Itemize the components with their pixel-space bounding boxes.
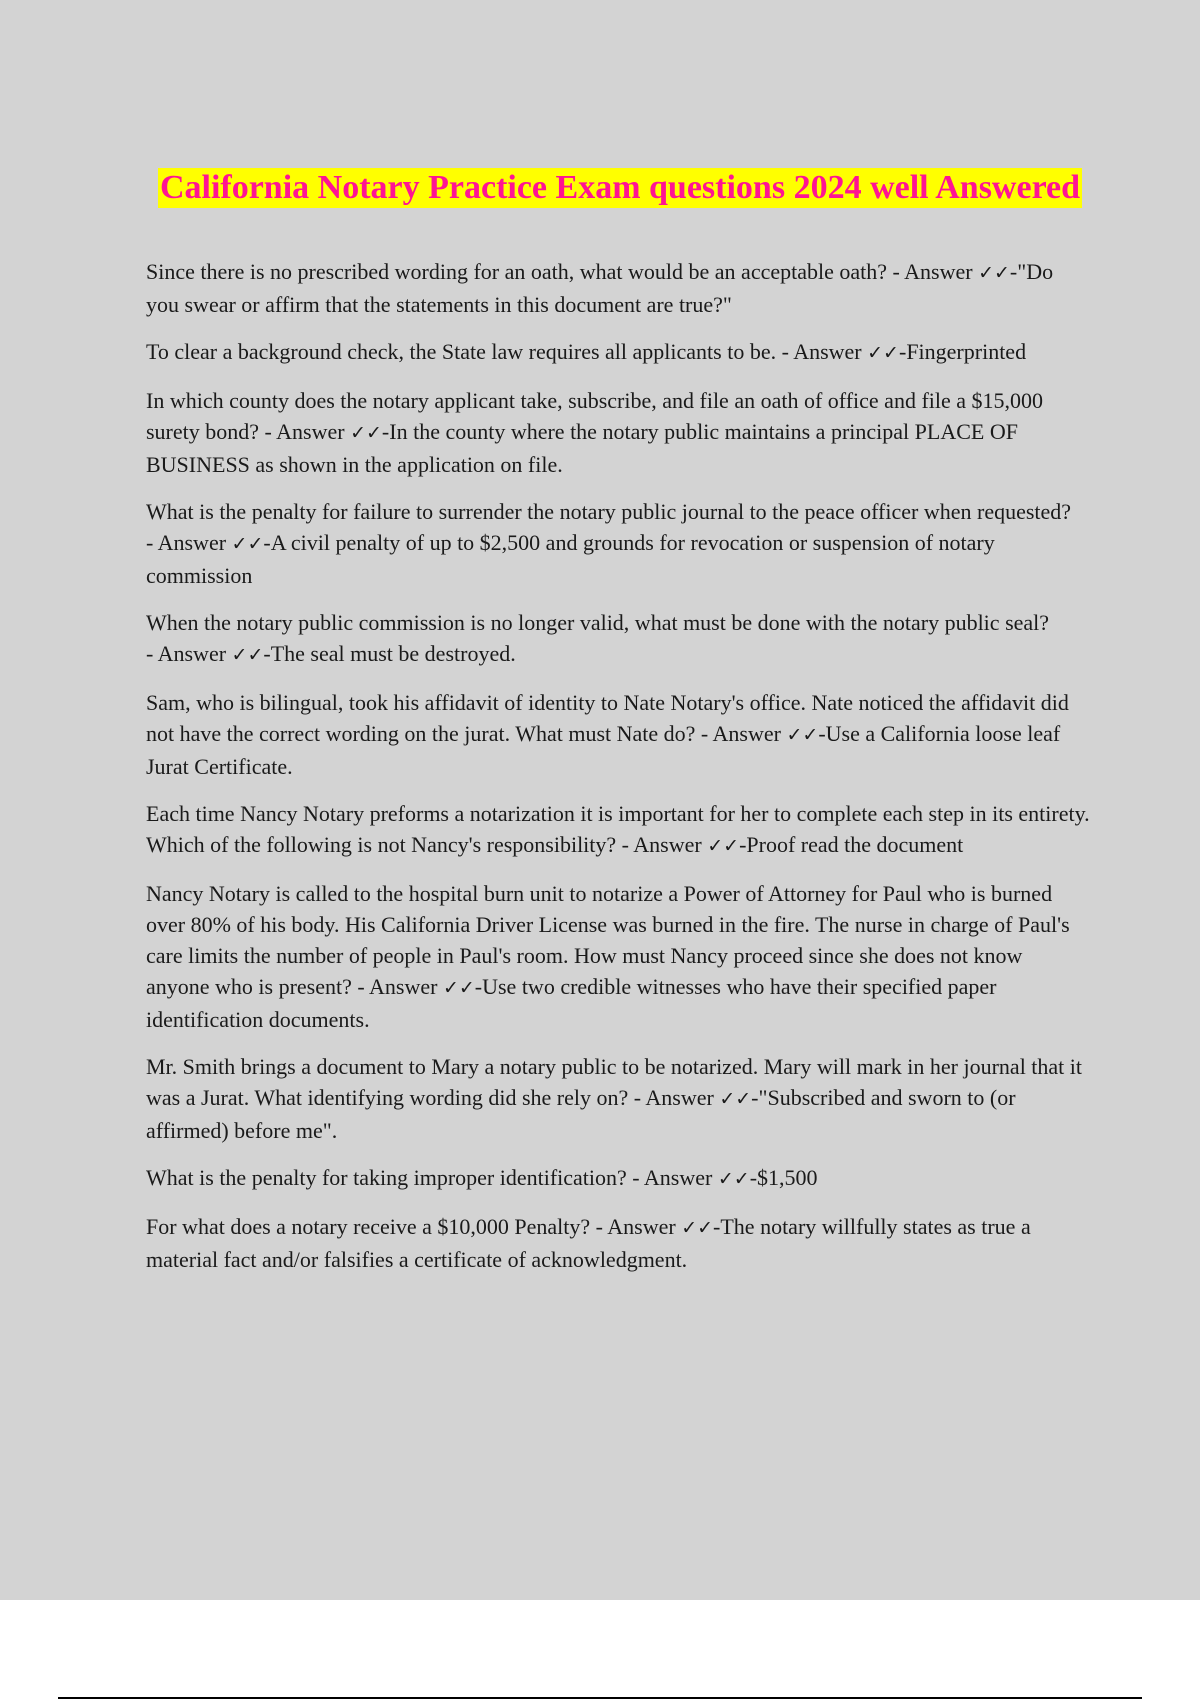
question-text: What is the penalty for taking improper identification? bbox=[146, 1165, 627, 1190]
answer-text: Proof read the document bbox=[746, 832, 964, 857]
answer-text: A civil penalty of up to $2,500 and grounds for revocation or suspension of notary commission bbox=[146, 530, 995, 588]
answer-label: - Answer bbox=[590, 1214, 682, 1239]
answer-text: In the county where the notary public maintains a principal PLACE OF BUSINESS as shown in the application on file. bbox=[146, 419, 1018, 477]
qa-item: Mr. Smith brings a document to Mary a notary public to be notarized. Mary will mark in her journal that it was a Jurat. What identifying wording did she rely on? - Answer ✓✓-"Subscribed and sworn to (or affirmed) before me". bbox=[146, 1054, 1083, 1143]
qa-item: What is the penalty for failure to surrender the notary public journal to the peace officer when requested? - Answer ✓✓-A civil penalty of up to $2,500 and grounds for revocation or suspension of notary commission bbox=[146, 499, 1072, 588]
double-check-icon: ✓✓ bbox=[786, 724, 819, 746]
question-text: For what does a notary receive a $10,000 Penalty? bbox=[146, 1214, 591, 1239]
qa-item: Sam, who is bilingual, took his affidavit of identity to Nate Notary's office. Nate noticed the affidavit did not have the correct wording on the jurat. What must Nate do? - Answer ✓✓-Use a California loose leaf Jurat Certificate. bbox=[146, 690, 1069, 779]
answer-label: - Answer bbox=[626, 1165, 718, 1190]
answer-text: "Subscribed and sworn to (or affirmed) before me". bbox=[146, 1085, 1016, 1143]
answer-label: - Answer bbox=[146, 641, 232, 666]
document-title: California Notary Practice Exam questions 2024 well Answered bbox=[159, 169, 1081, 206]
answer-text: The seal must be destroyed. bbox=[270, 641, 516, 666]
question-text: In which county does the notary applicant take, subscribe, and file an oath of office and file a $15,000 surety bond? bbox=[146, 388, 1044, 444]
answer-label: - Answer bbox=[695, 721, 787, 746]
answer-label: - Answer bbox=[887, 259, 979, 284]
answer-label: - Answer bbox=[616, 832, 708, 857]
answer-text: $1,500 bbox=[757, 1165, 818, 1190]
answer-text: Use two credible witnesses who have their specified paper identification documents. bbox=[146, 974, 997, 1032]
answer-text: Fingerprinted bbox=[906, 339, 1027, 364]
question-text: What is the penalty for failure to surrender the notary public journal to the peace officer when requested? bbox=[146, 499, 1072, 524]
qa-item: To clear a background check, the State law requires all applicants to be. - Answer ✓✓-Fingerprinted bbox=[146, 339, 1027, 364]
title-block bbox=[0, 168, 1200, 208]
answer-text: "Do you swear or affirm that the statements in this document are true?" bbox=[146, 259, 1054, 317]
double-check-icon: ✓✓ bbox=[350, 422, 382, 444]
double-check-icon: ✓✓ bbox=[231, 644, 264, 666]
question-text: Nancy Notary is called to the hospital burn unit to notarize a Power of Attorney for Paul who is burned over 80% of his body. His California Driver License was burned in the fire. The nurse in charge of Paul's care limits the number of people in Paul's room. How must Nancy proceed since she does not know anyone who is present? bbox=[146, 881, 1070, 999]
question-text: To clear a background check, the State law requires all applicants to be. bbox=[146, 339, 777, 364]
qa-item: Since there is no prescribed wording for an oath, what would be an acceptable oath? - Answer ✓✓-"Do you swear or affirm that the statements in this document are true?" bbox=[146, 259, 1054, 317]
double-check-icon: ✓✓ bbox=[719, 1088, 752, 1110]
double-check-icon: ✓✓ bbox=[978, 262, 1010, 284]
double-check-icon: ✓✓ bbox=[231, 533, 264, 555]
answer-label: - Answer bbox=[776, 339, 868, 364]
qa-item: Each time Nancy Notary preforms a notarization it is important for her to complete each step in its entirety. Which of the following is not Nancy's responsibility? - Answer ✓✓-Proof read the document bbox=[146, 801, 1090, 857]
question-text: Mr. Smith brings a document to Mary a notary public to be notarized. Mary will mark in her journal that it was a Jurat. What identifying wording did she rely on? bbox=[146, 1054, 1083, 1110]
question-text: Sam, who is bilingual, took his affidavit of identity to Nate Notary's office. Nate noticed the affidavit did not have the correct wording on the jurat. What must Nate do? bbox=[146, 690, 1069, 746]
footer-divider bbox=[58, 1697, 1142, 1699]
answer-text: Use a California loose leaf Jurat Certificate. bbox=[146, 721, 1061, 779]
question-text: Since there is no prescribed wording for an oath, what would be an acceptable oath? bbox=[146, 259, 888, 284]
qa-item: When the notary public commission is no longer valid, what must be done with the notary public seal? - Answer ✓✓-The seal must be destroyed. bbox=[146, 610, 1050, 666]
answer-label: - Answer bbox=[146, 530, 232, 555]
qa-item: In which county does the notary applicant take, subscribe, and file an oath of office and file a $15,000 surety bond? - Answer ✓✓-In the county where the notary public maintains a principal PLACE OF BUSINESS as shown in the application on file. bbox=[146, 388, 1044, 477]
qa-item: What is the penalty for taking improper identification? - Answer ✓✓-$1,500 bbox=[146, 1165, 818, 1190]
double-check-icon: ✓✓ bbox=[681, 1217, 714, 1239]
double-check-icon: ✓✓ bbox=[717, 1168, 750, 1190]
question-text: When the notary public commission is no longer valid, what must be done with the notary public seal? bbox=[146, 610, 1050, 635]
answer-label: - Answer bbox=[259, 419, 351, 444]
double-check-icon: ✓✓ bbox=[707, 835, 740, 857]
qa-item: For what does a notary receive a $10,000 Penalty? - Answer ✓✓-The notary willfully states as true a material fact and/or falsifies a certificate of acknowledgment. bbox=[146, 1214, 1031, 1272]
double-check-icon: ✓✓ bbox=[442, 977, 475, 999]
qa-item: Nancy Notary is called to the hospital burn unit to notarize a Power of Attorney for Paul who is burned over 80% of his body. His California Driver License was burned in the fire. The nurse in charge of Paul's care limits the number of people in Paul's room. How must Nancy proceed since she does not know anyone who is present? - Answer ✓✓-Use two credible witnesses who have their specified paper identification documents. bbox=[146, 881, 1070, 1032]
answer-text: The notary willfully states as true a material fact and/or falsifies a certificate of acknowledgment. bbox=[146, 1214, 1031, 1272]
qa-list bbox=[146, 256, 1090, 1291]
double-check-icon: ✓✓ bbox=[867, 342, 899, 364]
answer-label: - Answer bbox=[628, 1085, 720, 1110]
answer-label: - Answer bbox=[351, 974, 443, 999]
question-text: Each time Nancy Notary preforms a notarization it is important for her to complete each step in its entirety. Which of the following is not Nancy's responsibility? bbox=[146, 801, 1090, 857]
